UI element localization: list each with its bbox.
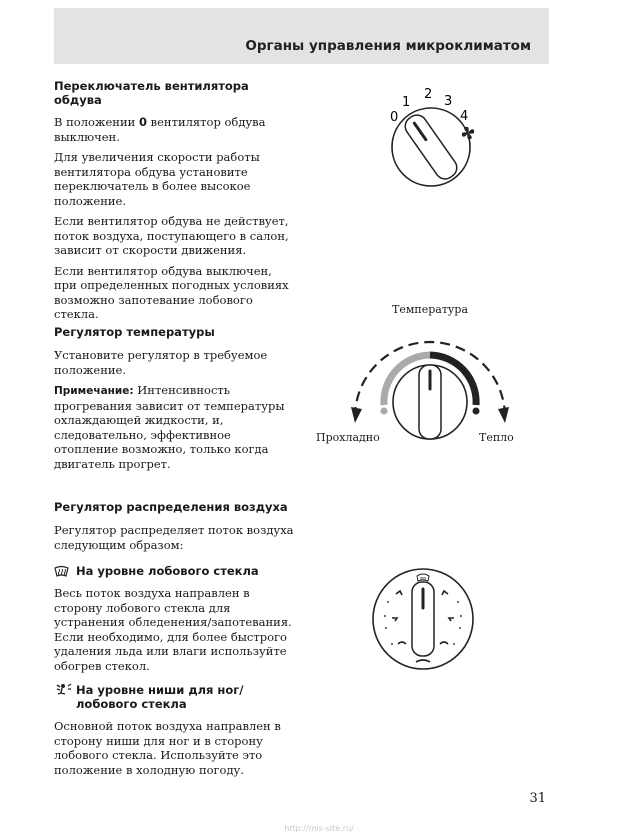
air-distribution-knob-figure [368,562,478,672]
air-heading: Регулятор распределения воздуха [54,500,288,514]
windshield-defrost-icon [54,564,76,578]
temp-figure-title: Температура [392,303,469,316]
temp-note-label: Примечание: [54,385,134,397]
fan-para-1-suffix: вентилятор обдува выключен. [54,115,266,144]
fan-para-1-bold: 0 [138,115,147,129]
air-sub-2 [54,683,299,711]
page-header [54,8,549,64]
footer-url[interactable]: http://mis-site.ru/ [284,824,354,833]
fan-section [54,79,294,322]
cold-arrow-icon [351,407,362,423]
air-sub-1 [54,564,299,578]
fan-dial-label-4: 4 [460,109,469,124]
temp-label-cold: Прохладно [316,431,380,444]
temp-note-text: Интенсивность прогревания зависит от температуры охлаждающей жидкости, и, следовательно, эффективное отопление возможно, только когда двигатель прогрет. [54,383,285,471]
fan-para-2: Для увеличения скорости работы вентилятора обдува установите переключатель в более высокое положение. [54,150,260,208]
header-title: Органы управления микроклиматом [245,38,531,54]
air-sub-1-heading: На уровне лобового стекла [76,564,259,578]
temp-heading: Регулятор температуры [54,325,215,339]
fan-para-1-prefix: В положении [54,115,139,129]
fan-para-1 [54,115,294,144]
fan-para-3: Если вентилятор обдува не действует, поток воздуха, поступающего в салон, зависит от скорости движения. [54,214,289,257]
footwell-windshield-icon [54,683,76,697]
air-knob-handle[interactable] [412,582,434,656]
air-sub-1-text: Весь поток воздуха направлен в сторону лобового стекла для устранения обледенения/запотевания. Если необходимо, для более быстрого удаления льда или влаги используйте обогрев стекол. [54,586,292,673]
page-number: 31 [529,791,546,806]
air-para-1: Регулятор распределяет поток воздуха следующим образом: [54,523,294,552]
warm-end-dot [473,408,480,415]
air-sub-2-heading: На уровне ниши для ног/лобового стекла [76,683,244,711]
temp-label-warm: Тепло [479,431,514,444]
fan-dial-label-1: 1 [402,95,411,110]
cold-end-dot [381,408,388,415]
fan-para-4: Если вентилятор обдува выключен, при определенных погодных условиях возможно запотевание лобового стекла. [54,263,289,321]
fan-dial-label-2: 2 [424,87,433,102]
temperature-knob-figure [340,325,520,445]
fan-speed-knob-figure [370,80,495,190]
air-section [54,500,299,777]
warm-arrow-icon [498,407,509,423]
fan-dial-label-3: 3 [444,94,453,109]
air-sub-2-text: Основной поток воздуха направлен в сторону ниши для ног и в сторону лобового стекла. Используйте это положение в холодную погоду. [54,719,281,777]
fan-dial-label-0: 0 [390,110,399,125]
fan-heading: Переключатель вентилятора обдува [54,79,249,107]
temperature-section [54,325,294,471]
temp-knob-handle[interactable] [419,365,441,439]
temp-note [54,383,294,471]
temp-para-1: Установите регулятор в требуемое положение. [54,348,268,377]
